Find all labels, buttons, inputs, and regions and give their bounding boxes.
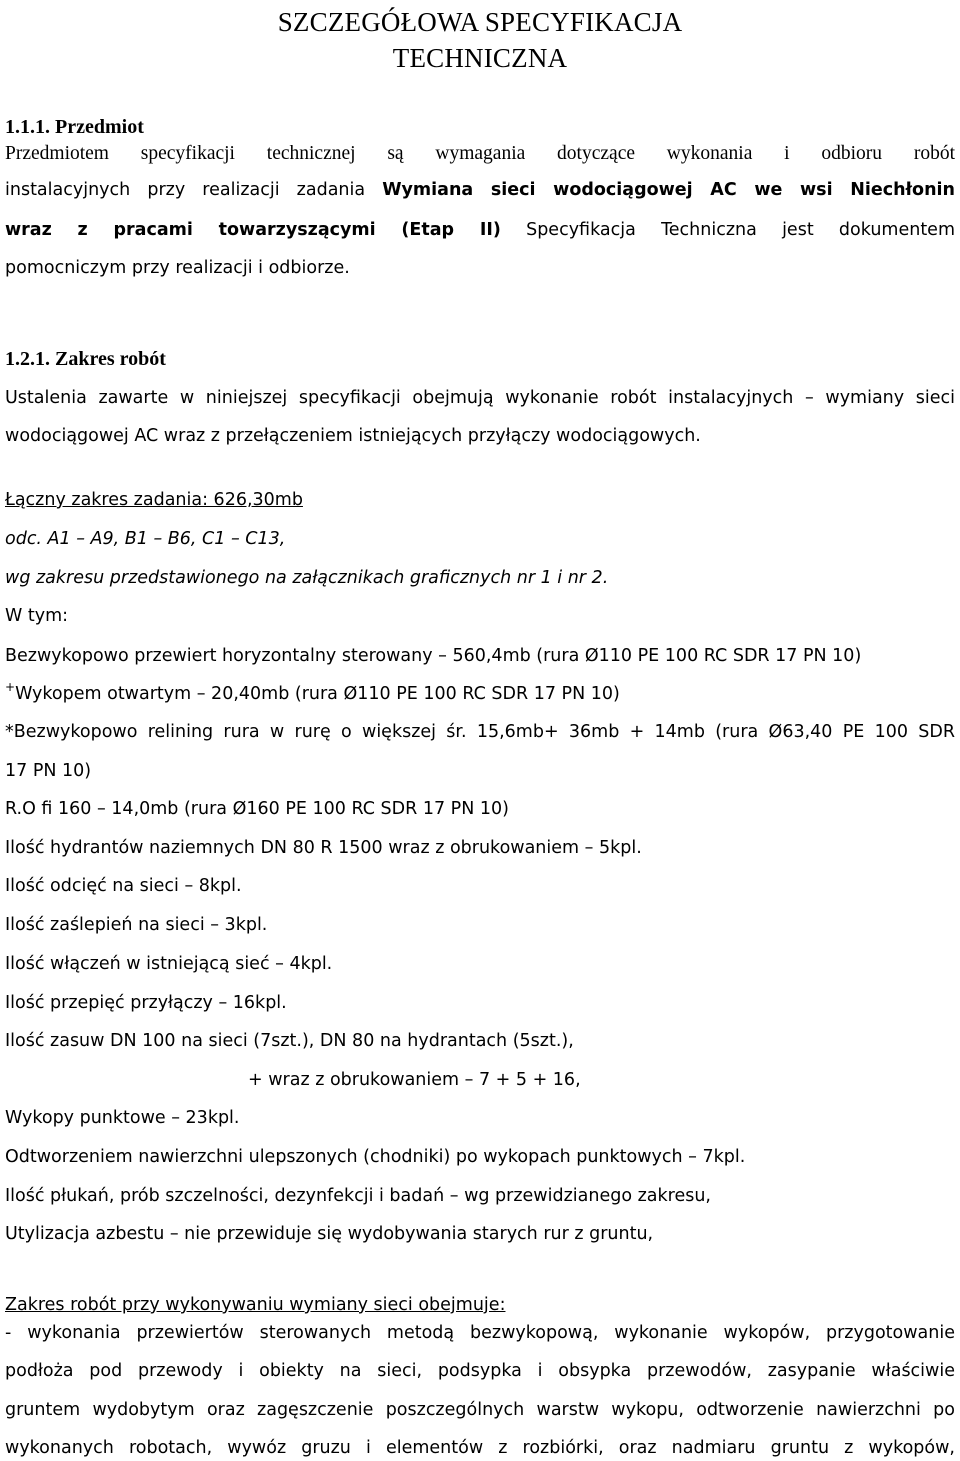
scope-item: Ilość zasuw DN 100 na sieci (7szt.), DN 80 na hydrantach (5szt.),: [5, 1031, 574, 1051]
sections-range: odc. A1 – A9, B1 – B6, C1 – C13,: [5, 529, 286, 549]
scope-item: Ilość hydrantów naziemnych DN 80 R 1500 wraz z obrukowaniem – 5kpl.: [5, 838, 642, 858]
paragraph-line: gruntem wydobytym oraz zagęszczenie poszczególnych warstw wykopu, odtworzenie nawierzchni po: [5, 1400, 955, 1420]
paragraph-line: - wykonania przewiertów sterowanych metodą bezwykopową, wykonanie wykopów, przygotowanie: [5, 1323, 955, 1343]
graphic-attachments-note: wg zakresu przedstawionego na załącznikach graficznych nr 1 i nr 2.: [5, 568, 609, 588]
paragraph-text: instalacyjnych przy realizacji zadania: [5, 180, 383, 200]
plus-marker: +: [5, 680, 16, 694]
section-heading-przedmiot: 1.1.1. Przedmiot: [5, 116, 144, 138]
paragraph-line: [5, 178, 955, 202]
document-title-line-2: TECHNICZNA: [392, 43, 568, 73]
scope-item: *Bezwykopowo relining rura w rurę o większej śr. 15,6mb+ 36mb + 14mb (rura Ø63,40 PE 100 SDR: [5, 722, 955, 742]
scope-item: Bezwykopowo przewiert horyzontalny sterowany – 560,4mb (rura Ø110 PE 100 RC SDR 17 PN 10): [5, 646, 862, 666]
section-heading-wymiana: Zakres robót przy wykonywaniu wymiany sieci obejmuje:: [5, 1295, 506, 1315]
scope-item: + wraz z obrukowaniem – 7 + 5 + 16,: [248, 1070, 581, 1090]
paragraph-line: Przedmiotem specyfikacji technicznej są wymagania dotyczące wykonania i odbioru robót: [5, 143, 955, 164]
scope-item: [5, 682, 620, 707]
paragraph-line: [5, 218, 955, 242]
scope-item: 17 PN 10): [5, 761, 92, 781]
scope-item: Ilość zaślepień na sieci – 3kpl.: [5, 915, 268, 935]
scope-item: Ilość odcięć na sieci – 8kpl.: [5, 876, 242, 896]
scope-item: Wykopy punktowe – 23kpl.: [5, 1108, 240, 1128]
scope-item: Odtworzeniem nawierzchni ulepszonych (chodniki) po wykopach punktowych – 7kpl.: [5, 1147, 746, 1167]
section-heading-zakres: 1.2.1. Zakres robót: [5, 348, 166, 370]
paragraph-text: Specyfikacja Techniczna jest dokumentem: [500, 220, 955, 240]
task-name-bold: Wymiana sieci wodociągowej AC we wsi Niechłonin: [382, 180, 955, 200]
total-scope: Łączny zakres zadania: 626,30mb: [5, 490, 303, 510]
scope-item: R.O fi 160 – 14,0mb (rura Ø160 PE 100 RC SDR 17 PN 10): [5, 799, 509, 819]
paragraph-line: pomocniczym przy realizacji i odbiorze.: [5, 258, 350, 278]
scope-item: Ilość włączeń w istniejącą sieć – 4kpl.: [5, 954, 333, 974]
document-title-line-1: SZCZEGÓŁOWA SPECYFIKACJA: [277, 7, 683, 37]
scope-item: Ilość płukań, prób szczelności, dezynfekcji i badań – wg przewidzianego zakresu,: [5, 1186, 711, 1206]
task-name-bold: wraz z pracami towarzyszącymi (Etap II): [5, 220, 501, 240]
paragraph-line: podłoża pod przewody i obiekty na sieci, podsypka i obsypka przewodów, zasypanie właściwie: [5, 1361, 955, 1381]
scope-item: Utylizacja azbestu – nie przewiduje się wydobywania starych rur z gruntu,: [5, 1224, 654, 1244]
w-tym-label: W tym:: [5, 606, 69, 626]
scope-item: Ilość przepięć przyłączy – 16kpl.: [5, 993, 287, 1013]
paragraph-line: wodociągowej AC wraz z przełączeniem istniejących przyłączy wodociągowych.: [5, 426, 701, 446]
scope-item-text: Wykopem otwartym – 20,40mb (rura Ø110 PE 100 RC SDR 17 PN 10): [15, 684, 620, 704]
paragraph-line: wykonanych robotach, wywóz gruzu i elementów z rozbiórki, oraz nadmiaru gruntu z wykopów,: [5, 1438, 955, 1458]
paragraph-line: Ustalenia zawarte w niniejszej specyfikacji obejmują wykonanie robót instalacyjnych – wymiany sieci: [5, 388, 955, 408]
